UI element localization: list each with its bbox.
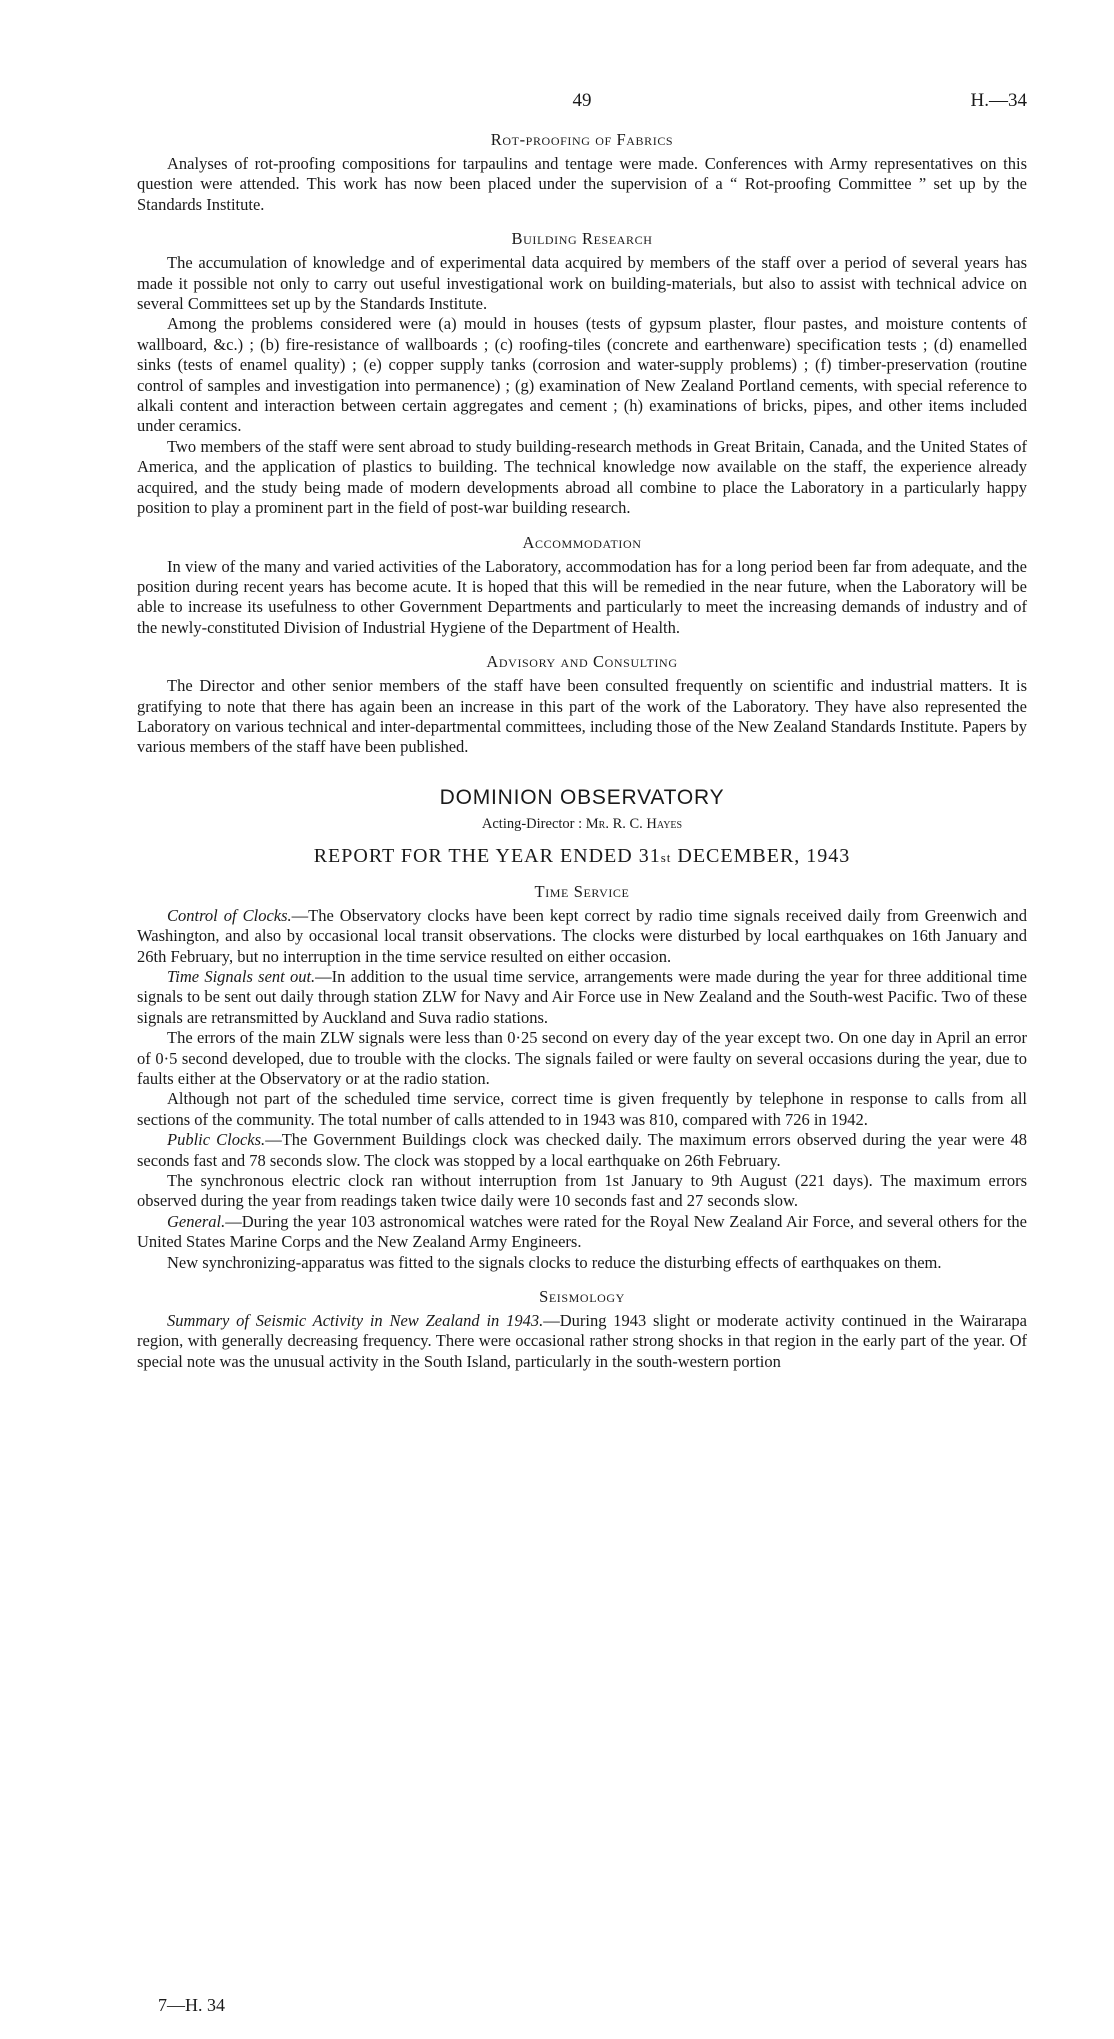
- paragraph: Two members of the staff were sent abroad to study building-research methods in Great Britain, Canada, and the United States of America, and the application of plastics to building. The technical knowledge now available on the staff, the experience already acquired, and the study being made of modern developments abroad all combine to place the Laboratory in a particularly happy position to play a prominent part in the field of post-war building research.: [137, 436, 1027, 518]
- paragraph: [137, 1130, 1027, 1171]
- paragraph: Among the problems considered were (a) mould in houses (tests of gypsum plaster, flour pastes, and moisture contents of wallboard, &c.) ; (b) fire-resistance of wallboards ; (c) roofing-tiles (concrete and earthenware) specification tests ; (d) enamelled sinks (tests of enamel quality) ; (e) copper supply tanks (corrosion and water-supply problems) ; (f) timber-preservation (routine control of samples and investigation into permanence) ; (g) examination of New Zealand Portland cements, with special reference to alkali content and interaction between certain aggregates and cement ; (h) examinations of bricks, pipes, and other items included under ceramics.: [137, 314, 1027, 436]
- run-in-heading: Control of Clocks.: [167, 905, 292, 925]
- acting-director-name: Mr. R. C. Hayes: [585, 815, 683, 832]
- paragraph: New synchronizing-apparatus was fitted to the signals clocks to reduce the disturbing effects of earthquakes on them.: [167, 1252, 942, 1272]
- paragraph: [137, 1311, 1027, 1372]
- paragraph: Although not part of the scheduled time service, correct time is given frequently by telephone in response to calls from all sections of the community. The total number of calls attended to in 1943 was 810, compared with 726 in 1942.: [137, 1089, 1027, 1129]
- paragraph: [137, 906, 1027, 967]
- paragraph: The synchronous electric clock ran without interruption from 1st January to 9th August (221 days). The maximum errors observed during the year from readings taken twice daily were 10 seconds fast and 27 seconds slow.: [137, 1171, 1027, 1211]
- section-observatory: [137, 786, 1027, 868]
- paragraph-text: —The Observatory clocks have been kept correct by radio time signals received daily from Greenwich and Washington, and also by occasional local transit observations. The clocks were disturbed by local earthquakes on 16th January and 26th February, but no interruption in the time service resulted on either occasion.: [137, 905, 1027, 966]
- acting-director-line: [137, 816, 1027, 833]
- section-heading: Seismology: [539, 1287, 625, 1307]
- run-in-heading: Public Clocks.: [167, 1130, 266, 1150]
- paragraph: The errors of the main ZLW signals were less than 0·25 second on every day of the year except two. On one day in April an error of 0·5 second developed, due to trouble with the clocks. The signals failed or were faulty on several occasions during the year, due to faults either at the Observatory or at the radio station.: [137, 1028, 1027, 1088]
- report-title-superscript: st: [660, 849, 672, 865]
- document-reference: H.—34: [970, 90, 1027, 111]
- report-title-part: REPORT FOR THE YEAR ENDED 31: [313, 844, 661, 867]
- paragraph: The accumulation of knowledge and of experimental data acquired by members of the staff over a period of several years has made it possible not only to carry out useful investigational work on building-materials, but also to assist with technical advice on several Committees set up by the Standards Institute.: [137, 253, 1027, 314]
- paragraph-text: —During the year 103 astronomical watches were rated for the Royal New Zealand Air Force, and several others for the United States Marine Corps and the New Zealand Army Engineers.: [137, 1211, 1027, 1252]
- document-page: [137, 90, 1027, 1372]
- section-time-service: [137, 882, 1027, 1273]
- paragraph: In view of the many and varied activities of the Laboratory, accommodation has for a long period been far from adequate, and the position during recent years has become acute. It is hoped that this will be remedied in the near future, when the Laboratory will be able to increase its usefulness to other Government Departments and particularly to meet the increasing demands of industry and of the newly-constituted Division of Industrial Hygiene of the Department of Health.: [137, 556, 1027, 637]
- paragraph: Analyses of rot-proofing compositions for tarpaulins and tentage were made. Conferences with Army representatives on this question were attended. This work has now been placed under the supervision of a “ Rot-proofing Committee ” set up by the Standards Institute.: [137, 154, 1027, 214]
- running-header: [137, 90, 1027, 116]
- section-heading: Accommodation: [522, 532, 642, 552]
- paragraph-text: —The Government Buildings clock was checked daily. The maximum errors observed during the year were 48 seconds fast and 78 seconds slow. The clock was stopped by a local earthquake on 26th February.: [137, 1130, 1028, 1170]
- section-seismology: [137, 1287, 1027, 1372]
- section-heading: Rot-proofing of Fabrics: [490, 130, 674, 149]
- run-in-heading: General.: [167, 1211, 226, 1231]
- section-rot-proofing: [137, 130, 1027, 215]
- acting-director-label: Acting-Director :: [481, 815, 583, 832]
- report-title: [137, 845, 1027, 868]
- paragraph: [137, 967, 1027, 1028]
- page-number: 49: [572, 90, 592, 111]
- report-title-part: DECEMBER, 1943: [671, 844, 851, 867]
- section-building-research: [137, 229, 1027, 518]
- observatory-title: DOMINION OBSERVATORY: [439, 785, 725, 809]
- paragraph: [137, 1212, 1027, 1253]
- section-heading: Building Research: [511, 229, 653, 249]
- section-accommodation: [137, 533, 1027, 639]
- printer-signature: 7—H. 34: [158, 1995, 225, 2015]
- paragraph-text: —During 1943 slight or moderate activity continued in the Wairarapa region, with generally decreasing frequency. There were occasional rather strong shocks in that region in the early part of the year. Of special note was the unusual activity in the South Island, particularly in the south-western portion: [137, 1311, 1027, 1371]
- paragraph-text: —In addition to the usual time service, arrangements were made during the year for three additional time signals to be sent out daily through station ZLW for Navy and Air Force use in New Zealand and the South-west Pacific. Two of these signals are retransmitted by Auckland and Suva radio stations.: [137, 966, 1027, 1027]
- section-heading: Time Service: [534, 881, 630, 901]
- section-heading: Advisory and Consulting: [486, 652, 678, 672]
- run-in-heading: Summary of Seismic Activity in New Zealand in 1943.: [167, 1311, 544, 1331]
- run-in-heading: Time Signals sent out.: [167, 966, 316, 986]
- paragraph: The Director and other senior members of the staff have been consulted frequently on scientific and industrial matters. It is gratifying to note that there has again been an increase in this part of the work of the Laboratory. They have also represented the Laboratory on various technical and inter-departmental committees, including those of the New Zealand Standards Institute. Papers by various members of the staff have been published.: [137, 676, 1027, 757]
- section-advisory: [137, 652, 1027, 758]
